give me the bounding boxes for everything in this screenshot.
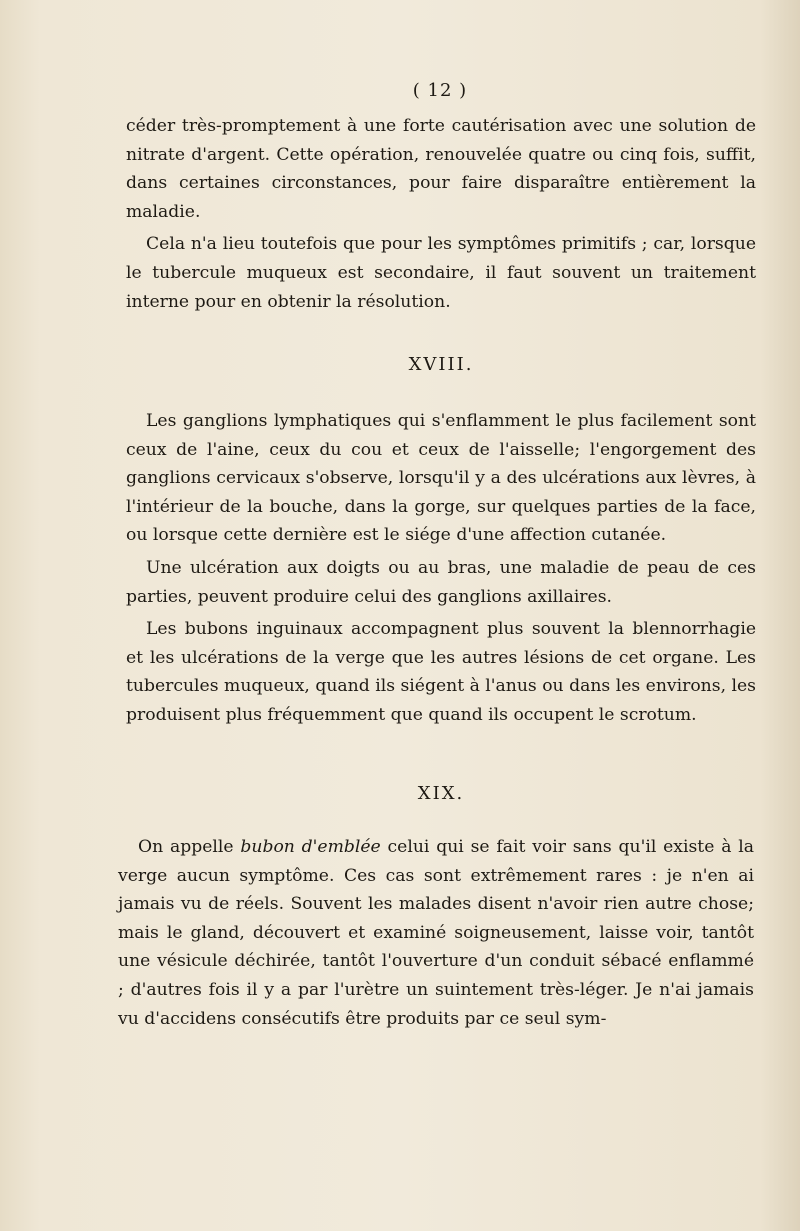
section-xix [126,780,756,813]
paragraph-continued: céder très-promptement à une forte cautérisation avec une solution de nitrate d'argent. Cette opération, renouvelée quatre ou cinq fois, suffit, dans certaines circonstances, pour faire disparaître entièrement la maladie. [126,116,756,222]
section-xviii [126,351,756,384]
section-xviii-body [126,407,756,734]
section-xix-body [118,833,754,1037]
bubon-text-rest: celui qui se fait voir sans qu'il existe à la verge aucun symptôme. Ces cas sont extrêmement rares : je n'en ai jamais vu de réels. Souvent les malades disent n'avoir rien autre chose; mais le gland, découvert et examiné soigneusement, laisse voir, tantôt une vésicule déchirée, tantôt l'ouverture d'un conduit sébacé enflammé ; d'autres fois il y a par l'urètre un suintement très-léger. Je n'ai jamais vu d'accidens consécutifs être produits par ce seul sym- [118,837,754,1029]
bubon-text-start: On appelle [138,837,241,857]
page-number: ( 12 ) [412,80,468,101]
paragraph-bubons-inguinaux: Les bubons inguinaux accompagnent plus souvent la blennorrhagie et les ulcérations de la verge que les autres lésions de cet organe. Les tubercules muqueux, quand ils siégent à l'anus ou dans les environs, les produisent plus fréquemment que quand ils occupent le scrotum. [126,619,756,725]
section-heading-xviii: XVIII. [408,354,474,375]
paragraph-ganglions: Les ganglions lymphatiques qui s'enflamment le plus facilement sont ceux de l'aine, ceux du cou et ceux de l'aisselle; l'engorgement des ganglions cervicaux s'observe, lorsqu'il y a des ulcérations aux lèvres, à l'intérieur de la bouche, dans la gorge, sur quelques parties de la face, ou lorsque cette dernière est le siége d'une affection cutanée. [126,411,756,546]
bubon-emblee-term: bubon d'emblée [240,837,381,857]
section-heading-xix: XIX. [417,783,465,804]
paragraph-ulceration-doigts: Une ulcération aux doigts ou au bras, une maladie de peau de ces parties, peuvent produire celui des ganglions axillaires. [126,557,756,607]
text-block-top [126,112,756,320]
paragraph-bubon-emblee [118,833,754,1033]
paragraph-primitive-symptoms: Cela n'a lieu toutefois que pour les symptômes primitifs ; car, lorsque le tubercule muqueux est secondaire, il faut souvent un traitement interne pour en obtenir la résolution. [126,234,756,312]
